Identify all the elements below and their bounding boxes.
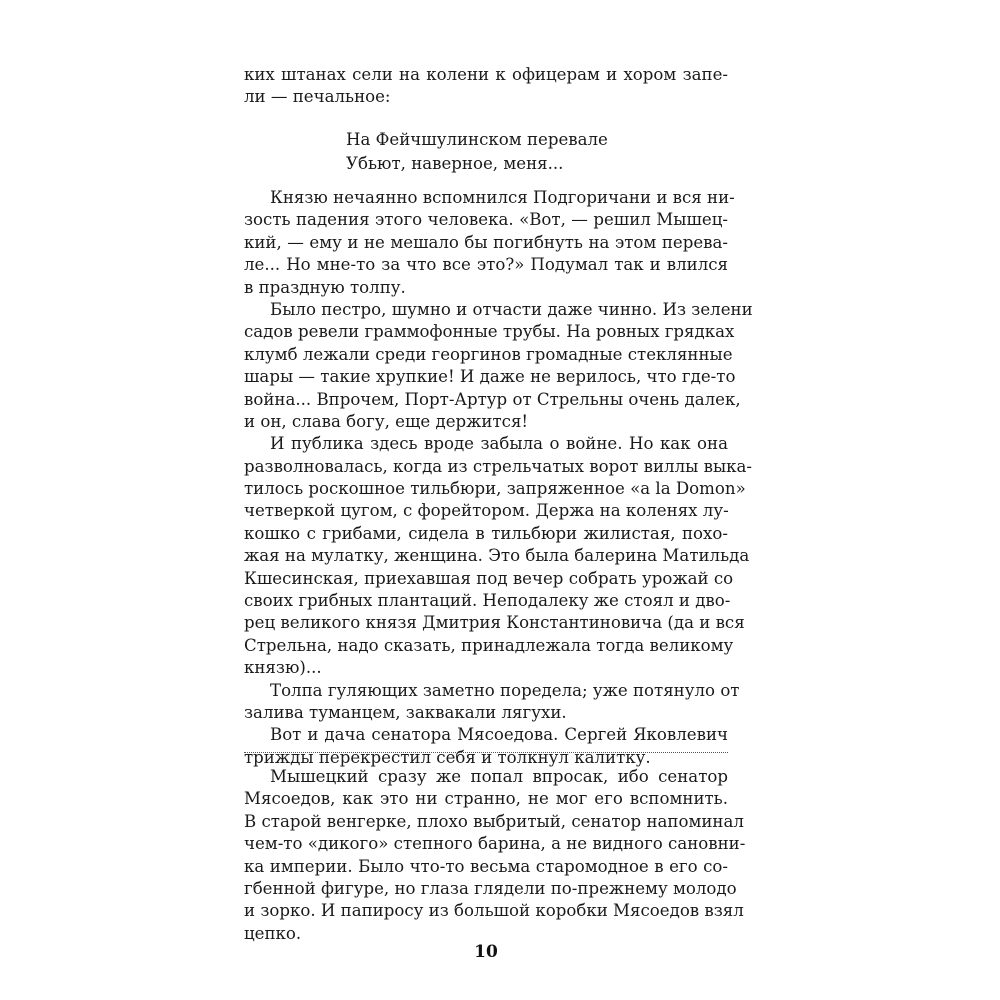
text-line: Кшесинская, приехавшая под вечер собрать урожай со [244,568,734,588]
text-line: своих грибных плантаций. Неподалеку же стоял и дво- [244,591,731,611]
opening-text [244,64,728,109]
text-line: ка империи. Было что-то весьма старомодное в его со- [244,856,728,876]
text-line: тилось роскошное тильбюри, запряженное «а la Domon» [244,479,746,499]
text-line: четверкой цугом, с форейтором. Держа на коленях лу- [244,501,729,521]
text-line: Мышецкий сразу же попал впросак, ибо сенатор [270,767,728,786]
text-line: Князю нечаянно вспомнился Подгоричани и вся ни- [270,188,735,207]
text-line: шары — такие хрупкие! И даже не верилось, что где-то [244,367,736,387]
text-line: Толпа гуляющих заметно поредела; уже потянуло от [270,680,740,700]
text-line: Стрельна, надо сказать, принадлежала тогда великому [244,635,734,655]
verse-line: Убьют, наверное, меня... [346,154,564,173]
poem-verse [346,128,686,176]
text-line: кий, — ему и не мешало бы погибнуть на этом перева- [244,232,728,252]
text-line: жая на мулатку, женщина. Это была балерина Матильда [244,546,750,566]
text-line: Мясоедов, как это ни странно, не мог его вспомнить. [244,789,728,809]
text-line: садов ревели граммофонные трубы. На ровных грядках [244,322,735,342]
text-line: В старой венгерке, плохо выбритый, сенатор напоминал [244,811,744,831]
text-line: война... Впрочем, Порт-Артур от Стрельны очень далек, [244,389,741,409]
text-line: ле... Но мне-то за что все это?» Подумал так и влился [244,255,728,275]
text-line: цепко. [244,923,302,943]
text-line: И публика здесь вроде забыла о войне. Но как она [270,434,728,454]
text-line: рец великого князя Дмитрия Константиновича (да и вся [244,613,745,633]
text-line: Было пестро, шумно и отчасти даже чинно. Из зелени [270,299,753,319]
text-line: зость падения этого человека. «Вот, — решил Мышец- [244,210,728,230]
text-line: и зорко. И папиросу из большой коробки Мясоедов взял [244,901,744,921]
text-line: ли — печальное: [244,87,391,107]
text-line: и он, слава богу, еще держится! [244,411,529,431]
text-line: Вот и дача сенатора Мясоедова. Сергей Яковлевич [270,725,728,745]
text-line: разволновалась, когда из стрельчатых ворот виллы выка- [244,456,753,476]
text-line: кошко с грибами, сидела в тильбюри жилистая, похо- [244,523,728,543]
text-line: чем-то «дикого» степного барина, а не видного сановни- [244,834,746,854]
section-divider [244,752,728,753]
verse-line: На Фейчшулинском перевале [346,130,608,149]
text-line: гбенной фигуре, но глаза глядели по-прежнему молодо [244,878,737,898]
text-line: трижды перекрестил себя и толкнул калитку. [244,747,651,767]
text-line: клумб лежали среди георгинов громадные стеклянные [244,344,733,364]
text-line: ких штанах сели на колени к офицерам и хором запе- [244,65,728,84]
section-1-text [244,187,753,769]
text-line: залива туманцем, заквакали лягухи. [244,702,567,722]
section-2-text [244,766,746,945]
text-line: в праздную толпу. [244,277,406,297]
text-line: князю)... [244,658,322,678]
page-number: 10 [474,942,498,962]
